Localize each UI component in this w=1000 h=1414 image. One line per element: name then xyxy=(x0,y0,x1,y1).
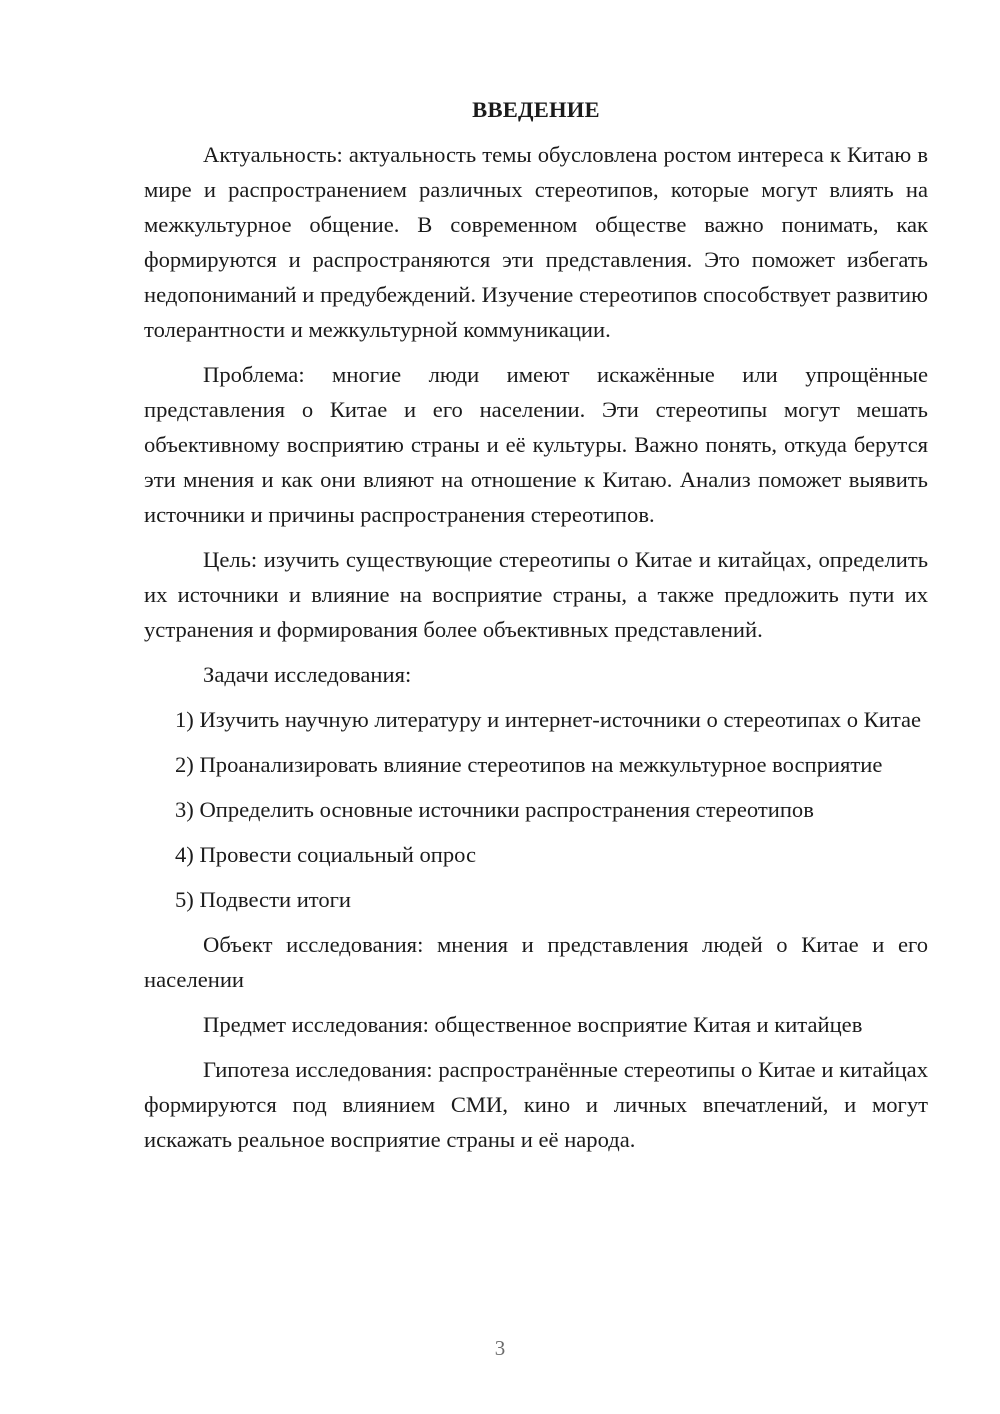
tasks-heading: Задачи исследования: xyxy=(203,662,412,687)
task-item-1: 1) Изучить научную литературу и интернет-источники о стереотипах о Китае xyxy=(175,707,922,732)
task-item-4: 4) Провести социальный опрос xyxy=(175,842,477,867)
page-number: 3 xyxy=(494,1336,506,1360)
section-heading: ВВЕДЕНИЕ xyxy=(472,97,600,122)
page-content xyxy=(144,92,928,1167)
relevance-paragraph: Актуальность: актуальность темы обусловлена ростом интереса к Китаю в мире и распространением различных стереотипов, которые могут влиять на межкультурное общение. В современном обществе важно понимать, как формируются и распространяются эти представления. Это поможет избегать недопониманий и предубеждений. Изучение стереотипов способствует развитию толерантности и межкультурной коммуникации. xyxy=(144,142,928,342)
task-item-2: 2) Проанализировать влияние стереотипов на межкультурное восприятие xyxy=(175,752,883,777)
task-item-5: 5) Подвести итоги xyxy=(175,887,352,912)
goal-paragraph: Цель: изучить существующие стереотипы о Китае и китайцах, определить их источники и влияние на восприятие страны, а также предложить пути их устранения и формирования более объективных представлений. xyxy=(144,547,928,642)
problem-paragraph: Проблема: многие люди имеют искажённые или упрощённые представления о Китае и его населении. Эти стереотипы могут мешать объективному восприятию страны и её культуры. Важно понять, откуда берутся эти мнения и как они влияют на отношение к Китаю. Анализ поможет выявить источники и причины распространения стереотипов. xyxy=(144,362,928,527)
research-subject-paragraph: Предмет исследования: общественное восприятие Китая и китайцев xyxy=(203,1012,863,1037)
research-object-paragraph: Объект исследования: мнения и представления людей о Китае и его населении xyxy=(144,932,928,992)
hypothesis-paragraph: Гипотеза исследования: распространённые стереотипы о Китае и китайцах формируются под влиянием СМИ, кино и личных впечатлений, и могут искажать реальное восприятие страны и её народа. xyxy=(144,1057,928,1152)
task-item-3: 3) Определить основные источники распространения стереотипов xyxy=(175,797,814,822)
